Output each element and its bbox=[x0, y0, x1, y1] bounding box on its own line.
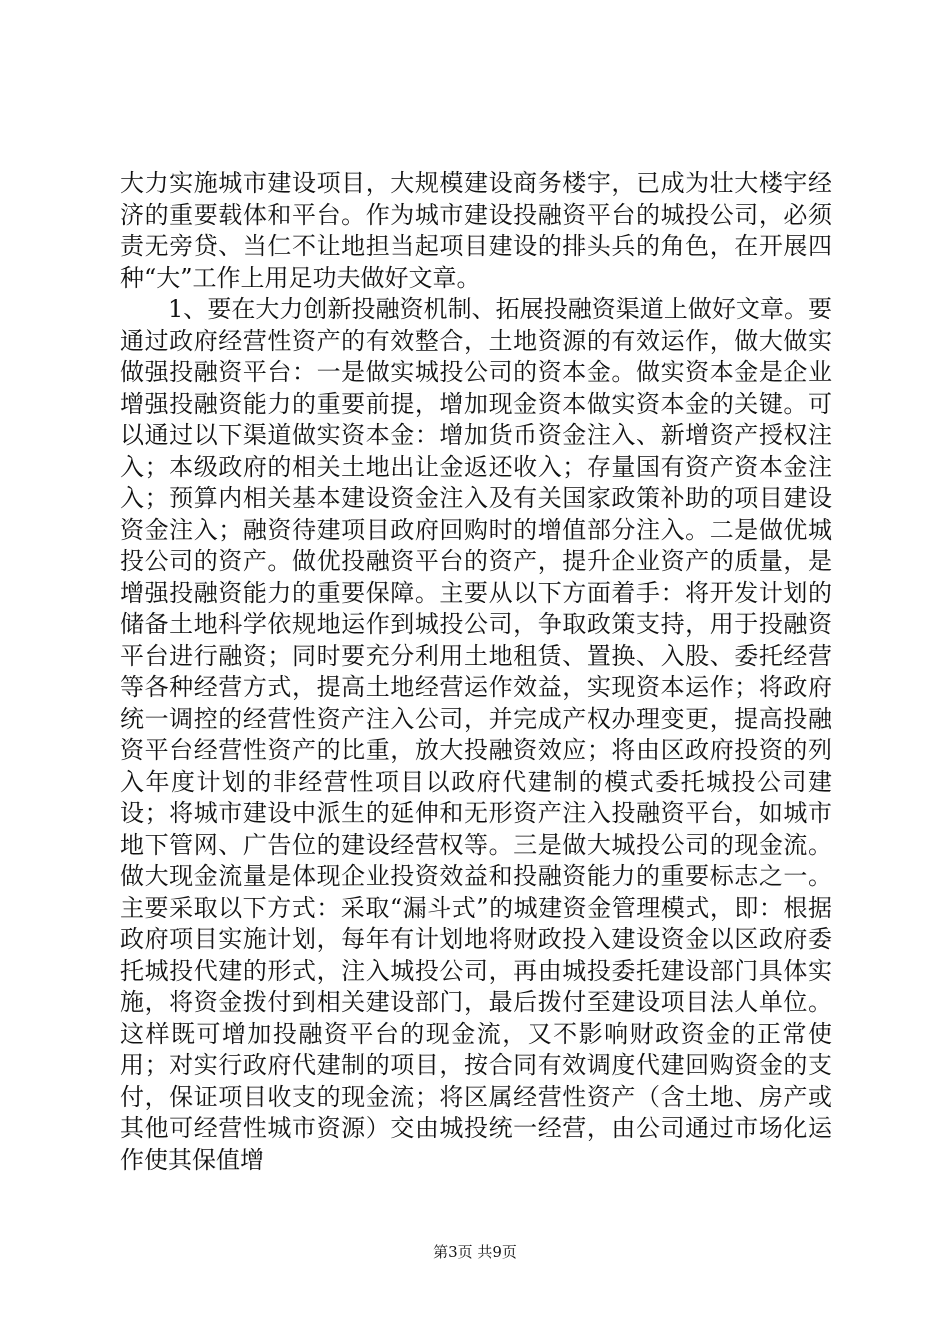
document-body bbox=[120, 168, 832, 1176]
paragraph-intro: 大力实施城市建设项目，大规模建设商务楼宇，已成为壮大楼宇经济的重要载体和平台。作为城市建设投融资平台的城投公司，必须责无旁贷、当仁不让地担当起项目建设的排头兵的角色，在开展四种“大”工作上用足功夫做好文章。 bbox=[120, 169, 832, 292]
page-number-footer: 第3页 共9页 bbox=[433, 1243, 517, 1261]
paragraph-section-1: 1、要在大力创新投融资机制、拓展投融资渠道上做好文章。要通过政府经营性资产的有效整合，土地资源的有效运作，做大做实做强投融资平台：一是做实城投公司的资本金。做实资本金是企业增强投融资能力的重要前提，增加现金资本做实资本金的关键。可以通过以下渠道做实资本金：增加货币资金注入、新增资产授权注入；本级政府的相关土地出让金返还收入；存量国有资产资本金注入；预算内相关基本建设资金注入及有关国家政策补助的项目建设资金注入；融资待建项目政府回购时的增值部分注入。二是做优城投公司的资产。做优投融资平台的资产，提升企业资产的质量，是增强投融资能力的重要保障。主要从以下方面着手：将开发计划的储备土地科学依规地运作到城投公司，争取政策支持，用于投融资平台进行融资；同时要充分利用土地租赁、置换、入股、委托经营等各种经营方式，提高土地经营运作效益，实现资本运作；将政府统一调控的经营性资产注入公司，并完成产权办理变更，提高投融资平台经营性资产的比重，放大投融资效应；将由区政府投资的列入年度计划的非经营性项目以政府代建制的模式委托城投公司建设；将城市建设中派生的延伸和无形资产注入投融资平台，如城市地下管网、广告位的建设经营权等。三是做大城投公司的现金流。做大现金流量是体现企业投资效益和投融资能力的重要标志之一。主要采取以下方式：采取“漏斗式”的城建资金管理模式，即：根据政府项目实施计划，每年有计划地将财政投入建设资金以区政府委托城投代建的形式，注入城投公司，再由城投委托建设部门具体实施，将资金拨付到相关建设部门，最后拨付至建设项目法人单位。这样既可增加投融资平台的现金流，又不影响财政资金的正常使用；对实行政府代建制的项目，按合同有效调度代建回购资金的支付，保证项目收支的现金流；将区属经营性资产（含土地、房产或其他可经营性城市资源）交由城投统一经营，由公司通过市场化运作使其保值增 bbox=[120, 295, 832, 1174]
